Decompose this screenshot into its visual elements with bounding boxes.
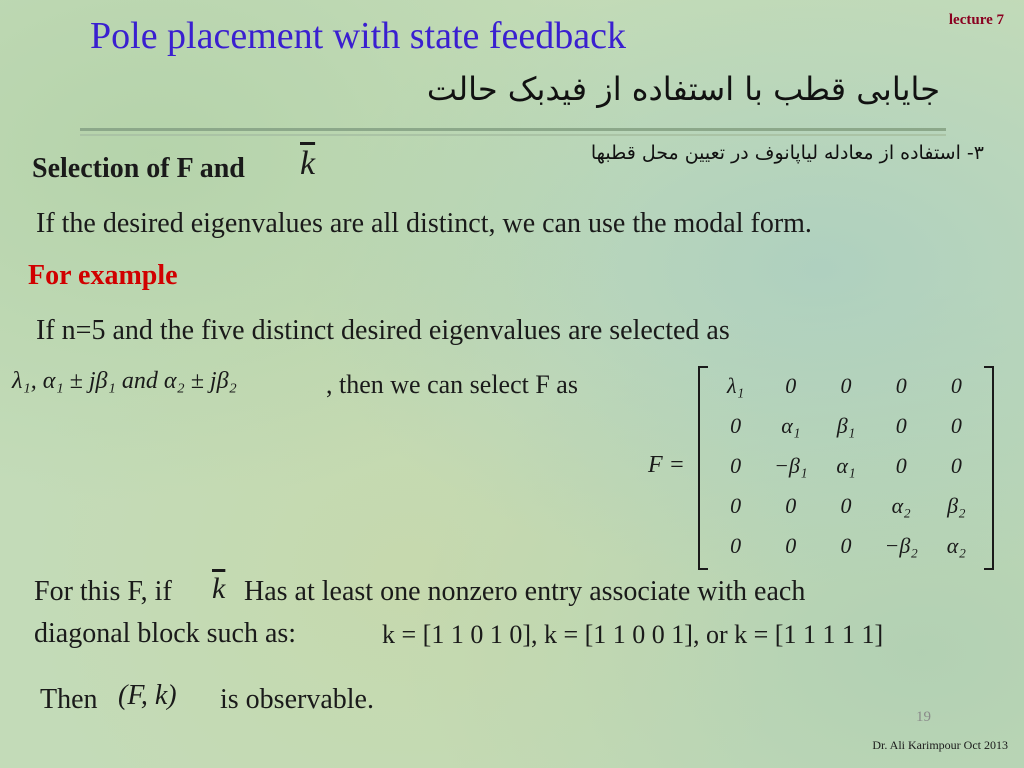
matrix-cell: 0 <box>895 373 907 398</box>
matrix-label: F = <box>648 452 685 478</box>
matrix-cell: 0 <box>895 413 907 438</box>
observable-text: is observable. <box>220 684 374 715</box>
f-k-pair: (F, k) <box>118 680 177 711</box>
nonzero-entry-text: Has at least one nonzero entry associate with each <box>244 576 806 607</box>
matrix-right-bracket <box>984 366 994 570</box>
title-divider-secondary <box>80 134 946 136</box>
footer-author: Dr. Ali Karimpour Oct 2013 <box>872 738 1008 752</box>
matrix-cell: 0 <box>840 493 852 518</box>
n5-text: If n=5 and the five distinct desired eigenvalues are selected as <box>36 315 730 346</box>
page-number: 19 <box>916 709 931 725</box>
matrix-cell: α₁ <box>836 453 856 478</box>
matrix-cell: 0 <box>950 453 962 478</box>
matrix-cell: α₁ <box>781 413 801 438</box>
title-divider <box>80 128 946 131</box>
matrix-cell: 0 <box>950 413 962 438</box>
k-bar-inline: $\overline{k}$ <box>212 572 226 605</box>
persian-note: ۳- استفاده از معادله لیاپانوف در تعیین محل قطبها <box>590 142 984 164</box>
matrix-cell: 0 <box>730 453 742 478</box>
matrix-cell: 0 <box>785 533 797 558</box>
matrix-cell: 0 <box>950 373 962 398</box>
matrix-cell: λ₁ <box>727 373 745 398</box>
matrix-grid <box>708 366 984 566</box>
matrix-cell: −β₂ <box>884 533 918 558</box>
k-examples: k = [1 1 0 1 0], k = [1 1 0 0 1], or k = [1 1 1 1 1] <box>382 620 884 649</box>
matrix-cell: β₂ <box>947 493 966 518</box>
matrix-cell: α₂ <box>946 533 966 558</box>
then-select-text: , then we can select F as <box>326 370 578 399</box>
slide-title: Pole placement with state feedback <box>90 15 627 57</box>
then-text: Then <box>40 684 98 715</box>
matrix-cell: β₁ <box>836 413 856 438</box>
selection-heading: Selection of F and <box>32 153 245 184</box>
slide-title-persian: جایابی قطب با استفاده از فیدبک حالت <box>426 70 940 108</box>
matrix-cell: 0 <box>730 493 742 518</box>
matrix-cell: 0 <box>895 453 907 478</box>
matrix-cell: 0 <box>785 373 797 398</box>
diagonal-block-text: diagonal block such as: <box>34 618 297 649</box>
for-this-f-text: For this F, if <box>34 576 172 607</box>
lecture-label: lecture 7 <box>948 12 1004 28</box>
matrix-cell: 0 <box>730 413 742 438</box>
matrix-cell: 0 <box>840 373 852 398</box>
matrix-cell: −β₁ <box>774 453 808 478</box>
f-matrix <box>698 366 994 566</box>
distinct-eigenvalues-text: If the desired eigenvalues are all distinct, we can use the modal form. <box>36 208 812 239</box>
eigenvalue-expression: λ₁, α₁ ± jβ₁ and α₂ ± jβ₂ <box>12 368 237 394</box>
matrix-cell: α₂ <box>891 493 911 518</box>
k-bar-symbol: $\overline{k}$ <box>300 145 316 182</box>
matrix-cell: 0 <box>730 533 742 558</box>
for-example-heading: For example <box>28 260 178 291</box>
matrix-left-bracket <box>698 366 708 570</box>
matrix-cell: 0 <box>840 533 852 558</box>
matrix-cell: 0 <box>785 493 797 518</box>
